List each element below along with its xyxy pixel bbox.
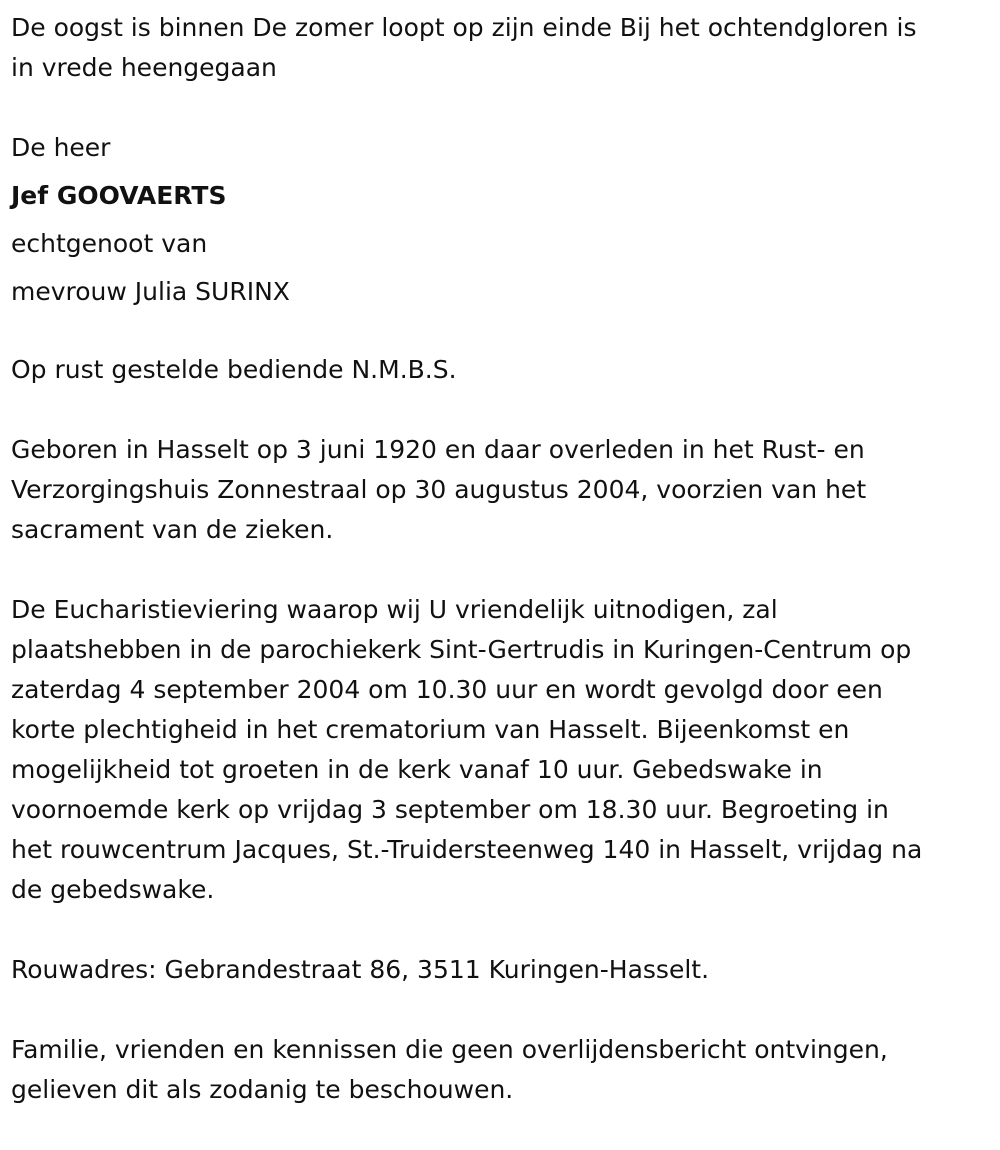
address-paragraph bbox=[11, 950, 991, 990]
ceremony-line: het rouwcentrum Jacques, St.-Truidersteenweg 140 in Hasselt, vrijdag na bbox=[11, 835, 923, 864]
closing-line: gelieven dit als zodanig te beschouwen. bbox=[11, 1075, 514, 1104]
intro-line: in vrede heengegaan bbox=[11, 53, 277, 82]
occupation-paragraph bbox=[11, 350, 991, 390]
deceased-relation: echtgenoot van bbox=[11, 229, 208, 258]
birth-death-line: Geboren in Hasselt op 3 juni 1920 en daar overleden in het Rust- en bbox=[11, 435, 865, 464]
ceremony-paragraph bbox=[11, 590, 991, 910]
birth-death-paragraph bbox=[11, 430, 991, 550]
intro-line: De oogst is binnen De zomer loopt op zijn einde Bij het ochtendgloren is bbox=[11, 13, 917, 42]
ceremony-line: De Eucharistieviering waarop wij U vriendelijk uitnodigen, zal bbox=[11, 595, 778, 624]
closing-line: Familie, vrienden en kennissen die geen overlijdensbericht ontvingen, bbox=[11, 1035, 888, 1064]
spouse-name: mevrouw Julia SURINX bbox=[11, 277, 290, 306]
intro-paragraph bbox=[11, 8, 991, 88]
closing-paragraph bbox=[11, 1030, 991, 1110]
deceased-name: Jef GOOVAERTS bbox=[11, 181, 227, 210]
mourning-address: Rouwadres: Gebrandestraat 86, 3511 Kuringen-Hasselt. bbox=[11, 955, 710, 984]
ceremony-line: voornoemde kerk op vrijdag 3 september om 18.30 uur. Begroeting in bbox=[11, 795, 889, 824]
birth-death-line: sacrament van de zieken. bbox=[11, 515, 334, 544]
birth-death-line: Verzorgingshuis Zonnestraal op 30 augustus 2004, voorzien van het bbox=[11, 475, 867, 504]
ceremony-line: korte plechtigheid in het crematorium van Hasselt. Bijeenkomst en bbox=[11, 715, 850, 744]
deceased-title: De heer bbox=[11, 133, 111, 162]
ceremony-line: zaterdag 4 september 2004 om 10.30 uur en wordt gevolgd door een bbox=[11, 675, 883, 704]
ceremony-line: mogelijkheid tot groeten in de kerk vanaf 10 uur. Gebedswake in bbox=[11, 755, 823, 784]
occupation-text: Op rust gestelde bediende N.M.B.S. bbox=[11, 355, 457, 384]
deceased-block bbox=[11, 124, 991, 316]
death-notice bbox=[11, 8, 991, 1150]
ceremony-line: plaatshebben in de parochiekerk Sint-Gertrudis in Kuringen-Centrum op bbox=[11, 635, 912, 664]
ceremony-line: de gebedswake. bbox=[11, 875, 215, 904]
